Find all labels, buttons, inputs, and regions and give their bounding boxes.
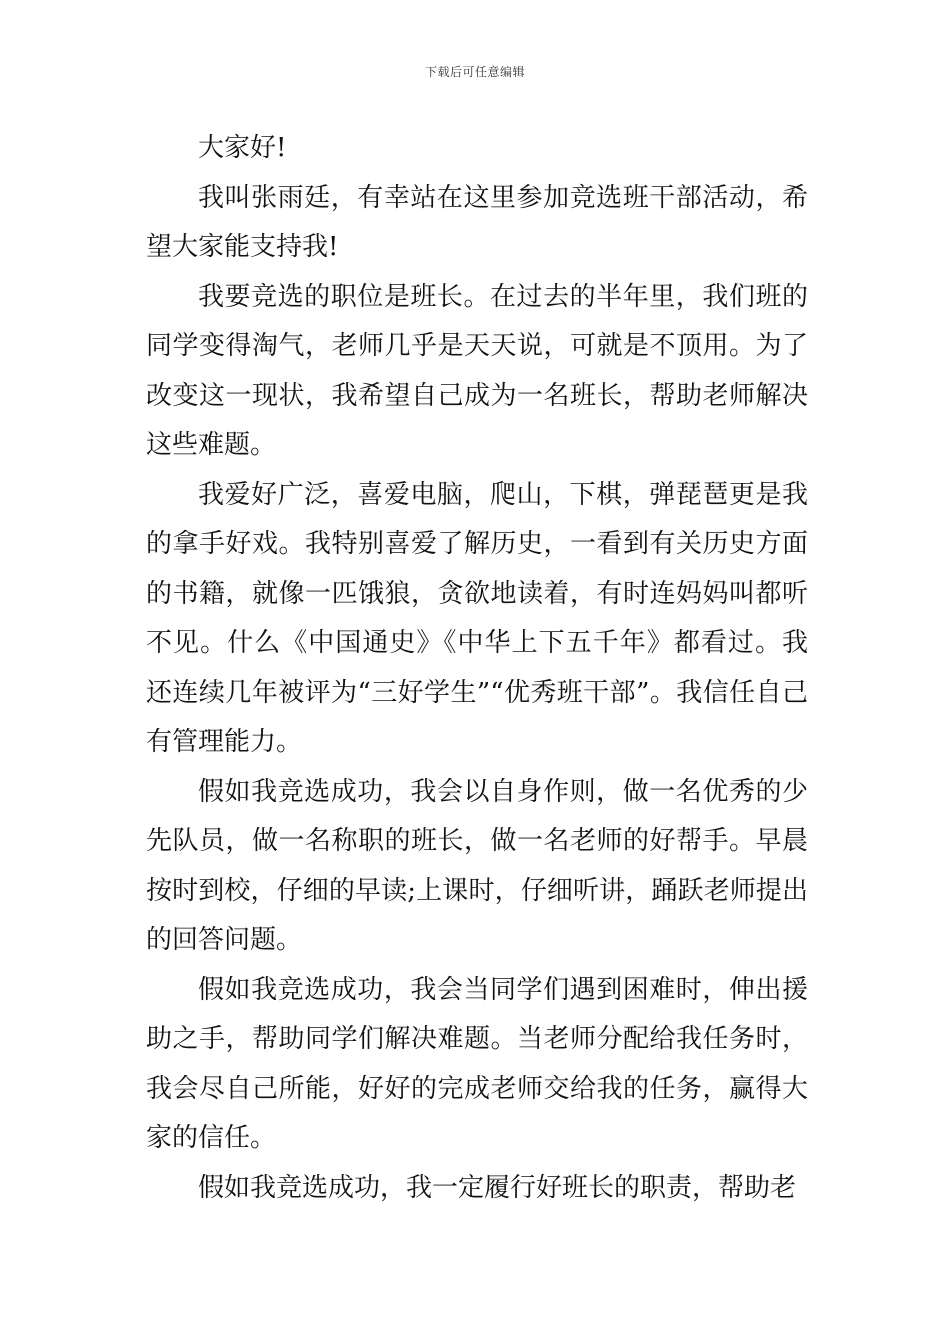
paragraph-position: 我要竞选的职位是班长。在过去的半年里，我们班的同学变得淘气，老师几乎是天天说，可就是不顶用。为了改变这一现状，我希望自己成为一名班长，帮助老师解决这些难题。 xyxy=(146,281,808,460)
document-body xyxy=(146,124,808,1213)
paragraph-greeting: 大家好! xyxy=(198,133,287,163)
paragraph-hobbies: 我爱好广泛，喜爱电脑，爬山，下棋，弹琵琶更是我的拿手好戏。我特别喜爱了解历史，一看到有关历史方面的书籍，就像一匹饿狼，贪欲地读着，有时连妈妈叫都听不见。什么《中国通史》《中华上下五千年》都看过。我还连续几年被评为“三好学生”“优秀班干部”。我信任自己有管理能力。 xyxy=(146,479,808,757)
paragraph-promise-help: 假如我竞选成功，我会当同学们遇到困难时，伸出援助之手，帮助同学们解决难题。当老师分配给我任务时，我会尽自己所能，好好的完成老师交给我的任务，赢得大家的信任。 xyxy=(146,974,808,1153)
paragraph-promise-duty: 假如我竞选成功，我一定履行好班长的职责，帮助老 xyxy=(198,1172,797,1203)
page-header: 下载后可任意编辑 xyxy=(424,65,525,79)
paragraph-introduction: 我叫张雨廷，有幸站在这里参加竞选班干部活动，希望大家能支持我! xyxy=(146,182,808,262)
paragraph-promise-example: 假如我竞选成功，我会以自身作则，做一名优秀的少先队员，做一名称职的班长，做一名老师的好帮手。早晨按时到校，仔细的早读;上课时，仔细听讲，踊跃老师提出的回答问题。 xyxy=(146,776,808,955)
